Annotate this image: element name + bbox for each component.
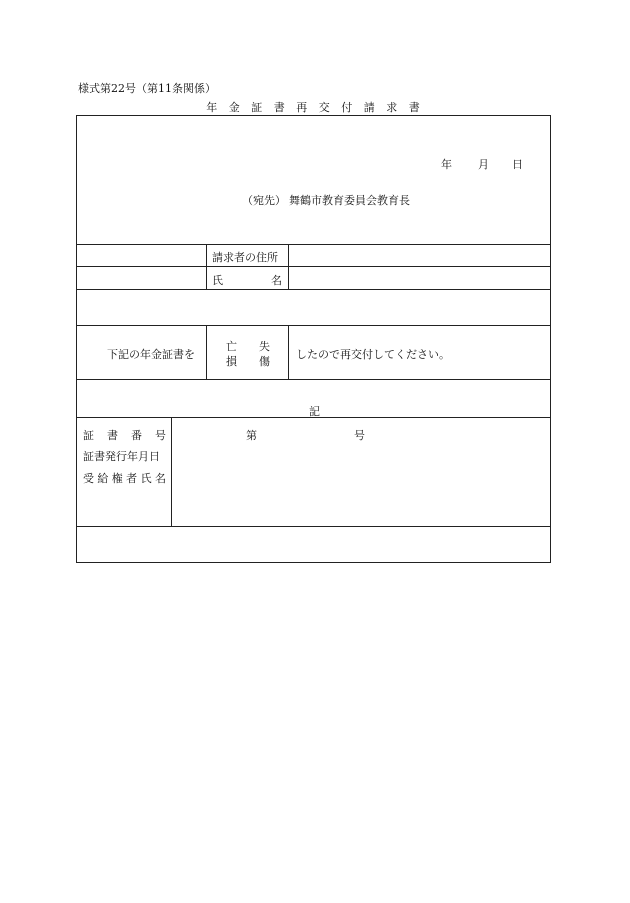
- form-frame: [76, 115, 551, 563]
- date-month-label: 月: [478, 158, 489, 171]
- name-label-part: 名: [271, 274, 282, 287]
- ki-heading: 記: [309, 405, 320, 418]
- request-tail-text: したので再交付してください。: [296, 348, 450, 361]
- recipient-name-label-char: 権: [111, 472, 123, 485]
- recipient-name-label-char: 名: [154, 472, 166, 485]
- divider-applicant-top: [76, 244, 551, 245]
- cert-number-label-char: 番: [131, 429, 142, 442]
- option-damaged-char: 傷: [259, 355, 270, 368]
- name-label-part: 氏: [212, 274, 223, 287]
- divider-details-bottom: [76, 526, 551, 527]
- option-damaged: [226, 353, 270, 369]
- recipient-name-label-char: 給: [97, 472, 109, 485]
- divider-name-row: [76, 289, 551, 290]
- divider-option-right: [288, 325, 289, 379]
- addressee-label: （宛先）: [242, 194, 286, 207]
- divider-option-left: [206, 325, 207, 379]
- cert-number-label-char: 書: [107, 429, 118, 442]
- document-title: 年 金 証 書 再 交 付 請 求 書: [206, 101, 424, 114]
- cert-number-label: [83, 427, 166, 443]
- divider-request-bottom: [76, 379, 551, 380]
- cert-number-label-char: 号: [155, 429, 166, 442]
- applicant-name-label: [212, 272, 282, 288]
- divider-request-top: [76, 325, 551, 326]
- recipient-name-label-char: 者: [126, 472, 138, 485]
- divider-label-column: [206, 244, 207, 289]
- cert-number-label-char: 証: [83, 429, 94, 442]
- divider-details-label: [171, 417, 172, 526]
- divider-address-row: [76, 266, 551, 267]
- cert-issue-date-label: 証書発行年月日: [83, 450, 160, 463]
- cert-number-suffix: 号: [354, 429, 365, 442]
- addressee-name: 舞鶴市教育委員会教育長: [289, 194, 410, 207]
- option-lost-char: 失: [259, 340, 270, 353]
- date-year-label: 年: [441, 158, 452, 171]
- recipient-name-label: [83, 470, 166, 486]
- request-lead-text: 下記の年金証書を: [107, 348, 195, 361]
- applicant-address-label: 請求者の住所: [212, 251, 278, 264]
- divider-value-column: [288, 244, 289, 289]
- date-day-label: 日: [512, 158, 523, 171]
- recipient-name-label-char: 受: [83, 472, 94, 485]
- form-number: 様式第22号（第11条関係）: [78, 82, 216, 95]
- option-lost-char: 亡: [226, 340, 237, 353]
- option-damaged-char: 損: [226, 355, 237, 368]
- option-lost: [226, 338, 270, 354]
- recipient-name-label-char: 氏: [140, 472, 152, 485]
- cert-number-prefix: 第: [246, 429, 257, 442]
